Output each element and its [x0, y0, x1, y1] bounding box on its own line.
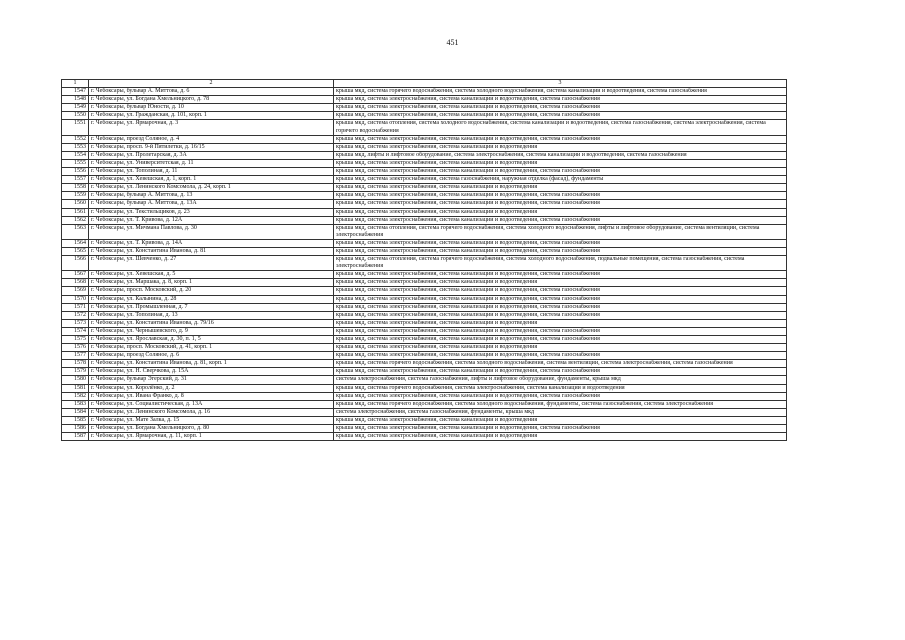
row-number-cell: 1585 — [62, 416, 89, 424]
address-cell: г. Чебоксары, ул. Социалистическая, д. 13А — [89, 400, 334, 408]
works-cell: крыша мкд, система электроснабжения, система канализации и водоотведения, система газоснабжения — [334, 352, 787, 360]
column-header-works: 3 — [334, 80, 787, 88]
works-cell: крыша мкд, система электроснабжения, система канализации и водоотведения — [334, 159, 787, 167]
row-number-cell: 1559 — [62, 192, 89, 200]
address-cell: г. Чебоксары, ул. Ленинского Комсомола, д. 16 — [89, 408, 334, 416]
row-number-cell: 1572 — [62, 311, 89, 319]
address-cell: г. Чебоксары, ул. Мате Залка, д. 15 — [89, 416, 334, 424]
table-header-row — [62, 80, 787, 88]
works-cell: крыша мкд, система электроснабжения, система канализации и водоотведения, система газоснабжения — [334, 192, 787, 200]
address-cell: г. Чебоксары, бульвар А. Миттова, д. 6 — [89, 88, 334, 96]
row-number-cell: 1583 — [62, 400, 89, 408]
works-cell: крыша мкд, система электроснабжения, система канализации и водоотведения — [334, 279, 787, 287]
table-row — [62, 400, 787, 408]
row-number-cell: 1556 — [62, 168, 89, 176]
address-cell: г. Чебоксары, просп. Московский, д. 20 — [89, 287, 334, 295]
works-cell: крыша мкд, система горячего водоснабжения, система холодного водоснабжения, система канализации и водоотведения, система газоснабжения — [334, 88, 787, 96]
row-number-cell: 1586 — [62, 425, 89, 433]
address-cell: г. Чебоксары, проезд Соляное, д. 6 — [89, 352, 334, 360]
address-cell: г. Чебоксары, просп. 9-й Пятилетки, д. 16/15 — [89, 143, 334, 151]
works-cell: крыша мкд, система электроснабжения, система канализации и водоотведения — [334, 433, 787, 441]
table-row — [62, 311, 787, 319]
works-cell: крыша мкд, система электроснабжения, система канализации и водоотведения, система газоснабжения — [334, 96, 787, 104]
works-cell: крыша мкд, система электроснабжения, система канализации и водоотведения — [334, 143, 787, 151]
works-cell: крыша мкд, система электроснабжения, система канализации и водоотведения, система газоснабжения — [334, 303, 787, 311]
address-cell: г. Чебоксары, ул. Константина Иванова, д. 81 — [89, 247, 334, 255]
row-number-cell: 1566 — [62, 256, 89, 271]
table-row — [62, 352, 787, 360]
address-cell: г. Чебоксары, ул. Ленинского Комсомола, д. 24, корп. 1 — [89, 184, 334, 192]
row-number-cell: 1581 — [62, 384, 89, 392]
row-number-cell: 1554 — [62, 151, 89, 159]
works-cell: крыша мкд, система отопления, система холодного водоснабжения, система канализации и водоотведения, система газоснабжения, система электроснабжения, система горячего водоснабжения — [334, 120, 787, 135]
works-cell: крыша мкд, система электроснабжения, система канализации и водоотведения, система газоснабжения — [334, 200, 787, 208]
row-number-cell: 1562 — [62, 216, 89, 224]
works-cell: крыша мкд, система электроснабжения, система канализации и водоотведения, система газоснабжения — [334, 168, 787, 176]
address-cell: г. Чебоксары, ул. Тополиная, д. 11 — [89, 168, 334, 176]
address-cell: г. Чебоксары, ул. Т. Кривова, д. 12А — [89, 216, 334, 224]
works-cell: крыша мкд, система отопления, система горячего водоснабжения, система холодного водоснабжения, подвальные помещения, система газоснабжения, система электроснабжения — [334, 256, 787, 271]
works-cell: крыша мкд, система электроснабжения, система канализации и водоотведения — [334, 416, 787, 424]
address-cell: г. Чебоксары, ул. Ярмарочная, д. 3 — [89, 120, 334, 135]
row-number-cell: 1555 — [62, 159, 89, 167]
table-row — [62, 256, 787, 271]
works-cell: крыша мкд, система электроснабжения, система канализации и водоотведения, система газоснабжения — [334, 239, 787, 247]
row-number-cell: 1580 — [62, 376, 89, 384]
table-row — [62, 208, 787, 216]
row-number-cell: 1568 — [62, 279, 89, 287]
row-number-cell: 1579 — [62, 368, 89, 376]
table-row — [62, 279, 787, 287]
row-number-cell: 1569 — [62, 287, 89, 295]
address-cell: г. Чебоксары, ул. Тополиная, д. 13 — [89, 311, 334, 319]
works-cell: система электроснабжения, система газоснабжения, лифты и лифтовое оборудование, фундаменты, крыша мкд — [334, 376, 787, 384]
row-number-cell: 1567 — [62, 271, 89, 279]
address-cell: г. Чебоксары, ул. Богдана Хмельницкого, д. 78 — [89, 96, 334, 104]
row-number-cell: 1575 — [62, 336, 89, 344]
address-cell: г. Чебоксары, ул. Константина Иванова, д. 79/16 — [89, 319, 334, 327]
table-row — [62, 344, 787, 352]
column-header-number: 1 — [62, 80, 89, 88]
table-row — [62, 151, 787, 159]
works-cell: крыша мкд, система электроснабжения, система канализации и водоотведения, система газоснабжения — [334, 327, 787, 335]
works-cell: крыша мкд, система электроснабжения, система канализации и водоотведения, система газоснабжения — [334, 368, 787, 376]
table-row — [62, 216, 787, 224]
table-row — [62, 433, 787, 441]
works-cell: крыша мкд, система электроснабжения, система канализации и водоотведения — [334, 208, 787, 216]
table-row — [62, 319, 787, 327]
address-cell: г. Чебоксары, ул. Ивана Франко, д. 8 — [89, 392, 334, 400]
row-number-cell: 1570 — [62, 295, 89, 303]
table-row — [62, 224, 787, 239]
page-number: 451 — [446, 38, 459, 47]
works-cell: крыша мкд, система горячего водоснабжения, система холодного водоснабжения, фундаменты, система газоснабжения, система электроснабжения — [334, 400, 787, 408]
address-cell: г. Чебоксары, ул. Университетская, д. 11 — [89, 159, 334, 167]
row-number-cell: 1547 — [62, 88, 89, 96]
works-cell: крыша мкд, система горячего водоснабжения, система холодного водоснабжения, система вентиляции, система электроснабжения, система газоснабжения — [334, 360, 787, 368]
address-cell: г. Чебоксары, ул. Шевченко, д. 27 — [89, 256, 334, 271]
address-cell: г. Чебоксары, ул. Чернышевского, д. 9 — [89, 327, 334, 335]
address-cell: г. Чебоксары, ул. Текстильщиков, д. 23 — [89, 208, 334, 216]
table-row — [62, 184, 787, 192]
row-number-cell: 1571 — [62, 303, 89, 311]
row-number-cell: 1563 — [62, 224, 89, 239]
table-row — [62, 425, 787, 433]
address-cell: г. Чебоксары, просп. Московский, д. 41, корп. 1 — [89, 344, 334, 352]
works-cell: крыша мкд, система электроснабжения, система канализации и водоотведения, система газоснабжения — [334, 135, 787, 143]
table-row — [62, 336, 787, 344]
address-cell: г. Чебоксары, ул. Ярославская, д. 30, п. 1, 5 — [89, 336, 334, 344]
works-cell: крыша мкд, система горячего водоснабжения, система электроснабжения, система канализации и водоотведения — [334, 384, 787, 392]
address-cell: г. Чебоксары, ул. Калынина, д. 28 — [89, 295, 334, 303]
buildings-table — [61, 79, 787, 441]
table-row — [62, 360, 787, 368]
works-cell: крыша мкд, система электроснабжения, система канализации и водоотведения — [334, 344, 787, 352]
row-number-cell: 1577 — [62, 352, 89, 360]
table-row — [62, 287, 787, 295]
table-row — [62, 327, 787, 335]
table-row — [62, 392, 787, 400]
works-cell: крыша мкд, система электроснабжения, система канализации и водоотведения, система газоснабжения — [334, 295, 787, 303]
address-cell: г. Чебоксары, ул. Гражданская, д. 101, корп. 1 — [89, 112, 334, 120]
row-number-cell: 1576 — [62, 344, 89, 352]
table-row — [62, 120, 787, 135]
row-number-cell: 1560 — [62, 200, 89, 208]
row-number-cell: 1553 — [62, 143, 89, 151]
address-cell: г. Чебоксары, ул. Маршака, д. 8, корп. 1 — [89, 279, 334, 287]
table-row — [62, 112, 787, 120]
row-number-cell: 1550 — [62, 112, 89, 120]
row-number-cell: 1565 — [62, 247, 89, 255]
address-cell: г. Чебоксары, ул. Н. Сверчкова, д. 15А — [89, 368, 334, 376]
table-row — [62, 247, 787, 255]
row-number-cell: 1582 — [62, 392, 89, 400]
table-row — [62, 104, 787, 112]
address-cell: г. Чебоксары, ул. Промышленная, д. 7 — [89, 303, 334, 311]
address-cell: г. Чебоксары, бульвар Эгерский, д. 31 — [89, 376, 334, 384]
address-cell: г. Чебоксары, ул. Хевешская, д. 5 — [89, 271, 334, 279]
table-row — [62, 88, 787, 96]
works-cell: крыша мкд, система отопления, система горячего водоснабжения, система холодного водоснабжения, лифты и лифтовое оборудование, система вентиляции, система электроснабжения — [334, 224, 787, 239]
row-number-cell: 1551 — [62, 120, 89, 135]
works-cell: крыша мкд, система электроснабжения, система канализации и водоотведения, система газоснабжения — [334, 112, 787, 120]
row-number-cell: 1549 — [62, 104, 89, 112]
table-row — [62, 192, 787, 200]
address-cell: г. Чебоксары, бульвар А. Миттова, д. 13А — [89, 200, 334, 208]
table-row — [62, 168, 787, 176]
table-row — [62, 271, 787, 279]
table-row — [62, 239, 787, 247]
address-cell: г. Чебоксары, ул. Т. Кривова, д. 14А — [89, 239, 334, 247]
address-cell: г. Чебоксары, ул. Пролетарская, д. 3А — [89, 151, 334, 159]
address-cell: г. Чебоксары, бульвар А. Миттова, д. 13 — [89, 192, 334, 200]
works-cell: крыша мкд, система электроснабжения, система канализации и водоотведения, система газоснабжения — [334, 104, 787, 112]
address-cell: г. Чебоксары, ул. Константина Иванова, д. 81, корп. 1 — [89, 360, 334, 368]
works-cell: крыша мкд, система электроснабжения, система канализации и водоотведения — [334, 184, 787, 192]
address-cell: г. Чебоксары, ул. Мичмана Павлова, д. 30 — [89, 224, 334, 239]
works-cell: крыша мкд, система электроснабжения, система канализации и водоотведения, система газоснабжения — [334, 247, 787, 255]
table-row — [62, 295, 787, 303]
row-number-cell: 1564 — [62, 239, 89, 247]
table-row — [62, 303, 787, 311]
table-row — [62, 368, 787, 376]
row-number-cell: 1558 — [62, 184, 89, 192]
row-number-cell: 1573 — [62, 319, 89, 327]
works-cell: крыша мкд, система электроснабжения, система канализации и водоотведения, система газоснабжения — [334, 425, 787, 433]
table-row — [62, 376, 787, 384]
table-row — [62, 96, 787, 104]
row-number-cell: 1584 — [62, 408, 89, 416]
works-cell: крыша мкд, система электроснабжения, система канализации и водоотведения — [334, 319, 787, 327]
works-cell: крыша мкд, система электроснабжения, система канализации и водоотведения, система газоснабжения — [334, 311, 787, 319]
row-number-cell: 1561 — [62, 208, 89, 216]
address-cell: г. Чебоксары, ул. Королёнко, д. 2 — [89, 384, 334, 392]
table-row — [62, 135, 787, 143]
address-cell: г. Чебоксары, бульвар Юности, д. 10 — [89, 104, 334, 112]
row-number-cell: 1574 — [62, 327, 89, 335]
works-cell: крыша мкд, система электроснабжения, система канализации и водоотведения, система газоснабжения — [334, 392, 787, 400]
works-cell: крыша мкд, система электроснабжения, система канализации и водоотведения, система газоснабжения — [334, 271, 787, 279]
table-row — [62, 200, 787, 208]
address-cell: г. Чебоксары, проезд Соляное, д. 4 — [89, 135, 334, 143]
works-cell: система электроснабжения, система газоснабжения, фундаменты, крыша мкд — [334, 408, 787, 416]
address-cell: г. Чебоксары, ул. Богдана Хмельницкого, д. 80 — [89, 425, 334, 433]
table-row — [62, 416, 787, 424]
works-cell: крыша мкд, система электроснабжения, система канализации и водоотведения, система газоснабжения — [334, 336, 787, 344]
works-cell: крыша мкд, лифты и лифтовое оборудование, система электроснабжения, система канализации и водоотведения, система газоснабжения — [334, 151, 787, 159]
address-cell: г. Чебоксары, ул. Ярмарочная, д. 11, корп. 1 — [89, 433, 334, 441]
address-cell: г. Чебоксары, ул. Хевешская, д. 1, корп. 1 — [89, 176, 334, 184]
works-cell: крыша мкд, система электроснабжения, система канализации и водоотведения, система газоснабжения — [334, 216, 787, 224]
table-row — [62, 143, 787, 151]
table-row — [62, 384, 787, 392]
table-row — [62, 176, 787, 184]
column-header-address: 2 — [89, 80, 334, 88]
works-cell: крыша мкд, система электроснабжения, система канализации и водоотведения, система газоснабжения — [334, 287, 787, 295]
table-row — [62, 408, 787, 416]
works-cell: крыша мкд, система электроснабжения, система газоснабжения, наружная отделка (фасад), фундаменты — [334, 176, 787, 184]
table-row — [62, 159, 787, 167]
row-number-cell: 1578 — [62, 360, 89, 368]
row-number-cell: 1557 — [62, 176, 89, 184]
row-number-cell: 1587 — [62, 433, 89, 441]
row-number-cell: 1552 — [62, 135, 89, 143]
row-number-cell: 1548 — [62, 96, 89, 104]
